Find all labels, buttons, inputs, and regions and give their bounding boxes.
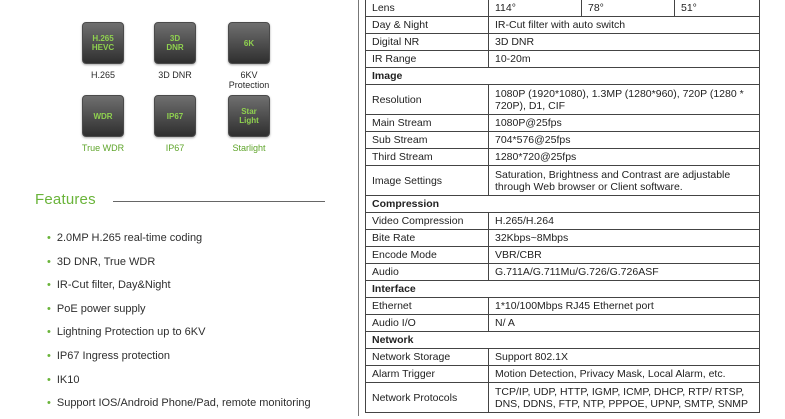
spec-section-title: Compression: [366, 196, 760, 213]
spec-key: Digital NR: [366, 34, 489, 51]
spec-value: G.711A/G.711Mu/G.726/G.726ASF: [489, 264, 760, 281]
spec-row: [366, 247, 760, 264]
bullet-icon: •: [47, 326, 51, 339]
spec-row-lens: [366, 0, 760, 17]
spec-key: Day & Night: [366, 17, 489, 34]
spec-row: [366, 213, 760, 230]
spec-row: [366, 149, 760, 166]
spec-row: [366, 298, 760, 315]
spec-value-lens-3: 51°: [675, 0, 760, 17]
spec-row: [366, 349, 760, 366]
bullet-icon: •: [47, 255, 51, 268]
feature-text: 2.0MP H.265 real-time coding: [56, 232, 203, 244]
spec-section-title: Image: [366, 68, 760, 85]
spec-value: VBR/CBR: [489, 247, 760, 264]
spec-key: Image Settings: [366, 166, 489, 196]
icon-glyph-text: 6K: [243, 38, 255, 48]
feature-text: IP67 Ingress protection: [56, 349, 170, 362]
spec-value: 1280*720@25fps: [489, 149, 760, 166]
spec-value: 10-20m: [489, 51, 760, 68]
spec-key: Video Compression: [366, 213, 489, 230]
ip67-icon: [154, 95, 196, 137]
spec-key: Network Protocols: [366, 383, 489, 413]
spec-section-row: [366, 281, 760, 298]
feature-item: [47, 348, 311, 372]
spec-key: Network Storage: [366, 349, 489, 366]
bullet-icon: •: [47, 373, 51, 386]
spec-row: [366, 166, 760, 196]
spec-row: [366, 132, 760, 149]
spec-value-lens-1: 114°: [489, 0, 582, 17]
spec-table: [365, 0, 760, 413]
spec-row: [366, 315, 760, 332]
feature-text: IR-Cut filter, Day&Night: [56, 279, 171, 292]
feature-text: Support IOS/Android Phone/Pad, remote monitoring: [56, 397, 311, 410]
spec-value: IR-Cut filter with auto switch: [489, 17, 760, 34]
spec-key: Resolution: [366, 85, 489, 115]
icon-label: True WDR: [81, 143, 125, 153]
spec-row: [366, 17, 760, 34]
3d-dnr-icon: [154, 22, 196, 64]
spec-row: [366, 264, 760, 281]
spec-key: Ethernet: [366, 298, 489, 315]
h265-hevc-icon: [82, 22, 124, 64]
feature-text: Lightning Protection up to 6KV: [56, 326, 206, 339]
spec-row: [366, 230, 760, 247]
starlight-icon: [228, 95, 270, 137]
spec-key: Main Stream: [366, 115, 489, 132]
feature-text: IK10: [56, 373, 80, 386]
bullet-icon: •: [47, 302, 51, 315]
feature-item: [47, 324, 311, 348]
spec-value: H.265/H.264: [489, 213, 760, 230]
icon-label: IP67: [165, 143, 185, 153]
icon-glyph-text: H.265: [92, 34, 114, 43]
feature-text: PoE power supply: [56, 302, 146, 315]
spec-section-row: [366, 68, 760, 85]
spec-value: 32Kbps~8Mbps: [489, 230, 760, 247]
bullet-icon: •: [47, 349, 51, 362]
bullet-icon: •: [47, 232, 51, 244]
features-divider: [113, 201, 325, 202]
icon-glyph-text: WDR: [93, 111, 113, 121]
spec-key: Audio: [366, 264, 489, 281]
feature-item: [47, 372, 311, 396]
icon-label: 6KV Protection: [228, 70, 270, 90]
feature-item: [47, 301, 311, 325]
spec-value: 3D DNR: [489, 34, 760, 51]
spec-value: Motion Detection, Privacy Mask, Local Alarm, etc.: [489, 366, 760, 383]
spec-section-row: [366, 332, 760, 349]
icon-label: 3D DNR: [158, 70, 192, 80]
icon-glyph-text: DNR: [166, 43, 184, 52]
spec-section-title: Interface: [366, 281, 760, 298]
spec-key: Lens: [366, 0, 489, 17]
spec-key: Sub Stream: [366, 132, 489, 149]
spec-row: [366, 383, 760, 413]
features-list: [47, 230, 311, 419]
6kv-protection-icon: [228, 22, 270, 64]
icon-cell: [68, 22, 138, 80]
feature-item: [47, 277, 311, 301]
icon-glyph-text: Star: [241, 107, 257, 116]
spec-key: Alarm Trigger: [366, 366, 489, 383]
spec-value-lens-2: 78°: [582, 0, 675, 17]
icon-cell: [214, 95, 284, 153]
icon-label: Starlight: [232, 143, 266, 153]
feature-item: [47, 395, 311, 419]
spec-value: 1080P (1920*1080), 1.3MP (1280*960), 720P (1280 * 720P), D1, CIF: [489, 85, 760, 115]
bullet-icon: •: [47, 279, 51, 292]
spec-key: Bite Rate: [366, 230, 489, 247]
spec-section-title: Network: [366, 332, 760, 349]
icon-glyph-text: 3D: [169, 34, 181, 43]
feature-item: [47, 230, 311, 254]
icon-glyph-text: HEVC: [91, 43, 115, 52]
feature-item: [47, 254, 311, 278]
spec-row: [366, 34, 760, 51]
icon-label: H.265: [90, 70, 116, 80]
spec-value: N/ A: [489, 315, 760, 332]
wdr-icon: [82, 95, 124, 137]
spec-value: Support 802.1X: [489, 349, 760, 366]
features-heading: Features: [35, 191, 96, 208]
spec-value: 1080P@25fps: [489, 115, 760, 132]
spec-value: TCP/IP, UDP, HTTP, IGMP, ICMP, DHCP, RTP/ RTSP, DNS, DDNS, FTP, NTP, PPPOE, UPNP, SMTP, SNMP: [489, 383, 760, 413]
spec-key: Audio I/O: [366, 315, 489, 332]
icon-cell: [214, 22, 284, 90]
spec-value: Saturation, Brightness and Contrast are adjustable through Web browser or Client software.: [489, 166, 760, 196]
icon-cell: [68, 95, 138, 153]
icon-glyph-text: Light: [239, 116, 259, 125]
icon-cell: [140, 22, 210, 80]
spec-row: [366, 85, 760, 115]
spec-value: 704*576@25fps: [489, 132, 760, 149]
column-divider: [358, 0, 359, 416]
icon-cell: [140, 95, 210, 153]
spec-key: Encode Mode: [366, 247, 489, 264]
spec-row: [366, 366, 760, 383]
icon-glyph-text: IP67: [166, 111, 184, 121]
spec-section-row: [366, 196, 760, 213]
spec-key: Third Stream: [366, 149, 489, 166]
spec-row: [366, 115, 760, 132]
spec-row: [366, 51, 760, 68]
bullet-icon: •: [47, 397, 51, 410]
feature-text: 3D DNR, True WDR: [56, 255, 156, 268]
spec-key: IR Range: [366, 51, 489, 68]
spec-value: 1*10/100Mbps RJ45 Ethernet port: [489, 298, 760, 315]
